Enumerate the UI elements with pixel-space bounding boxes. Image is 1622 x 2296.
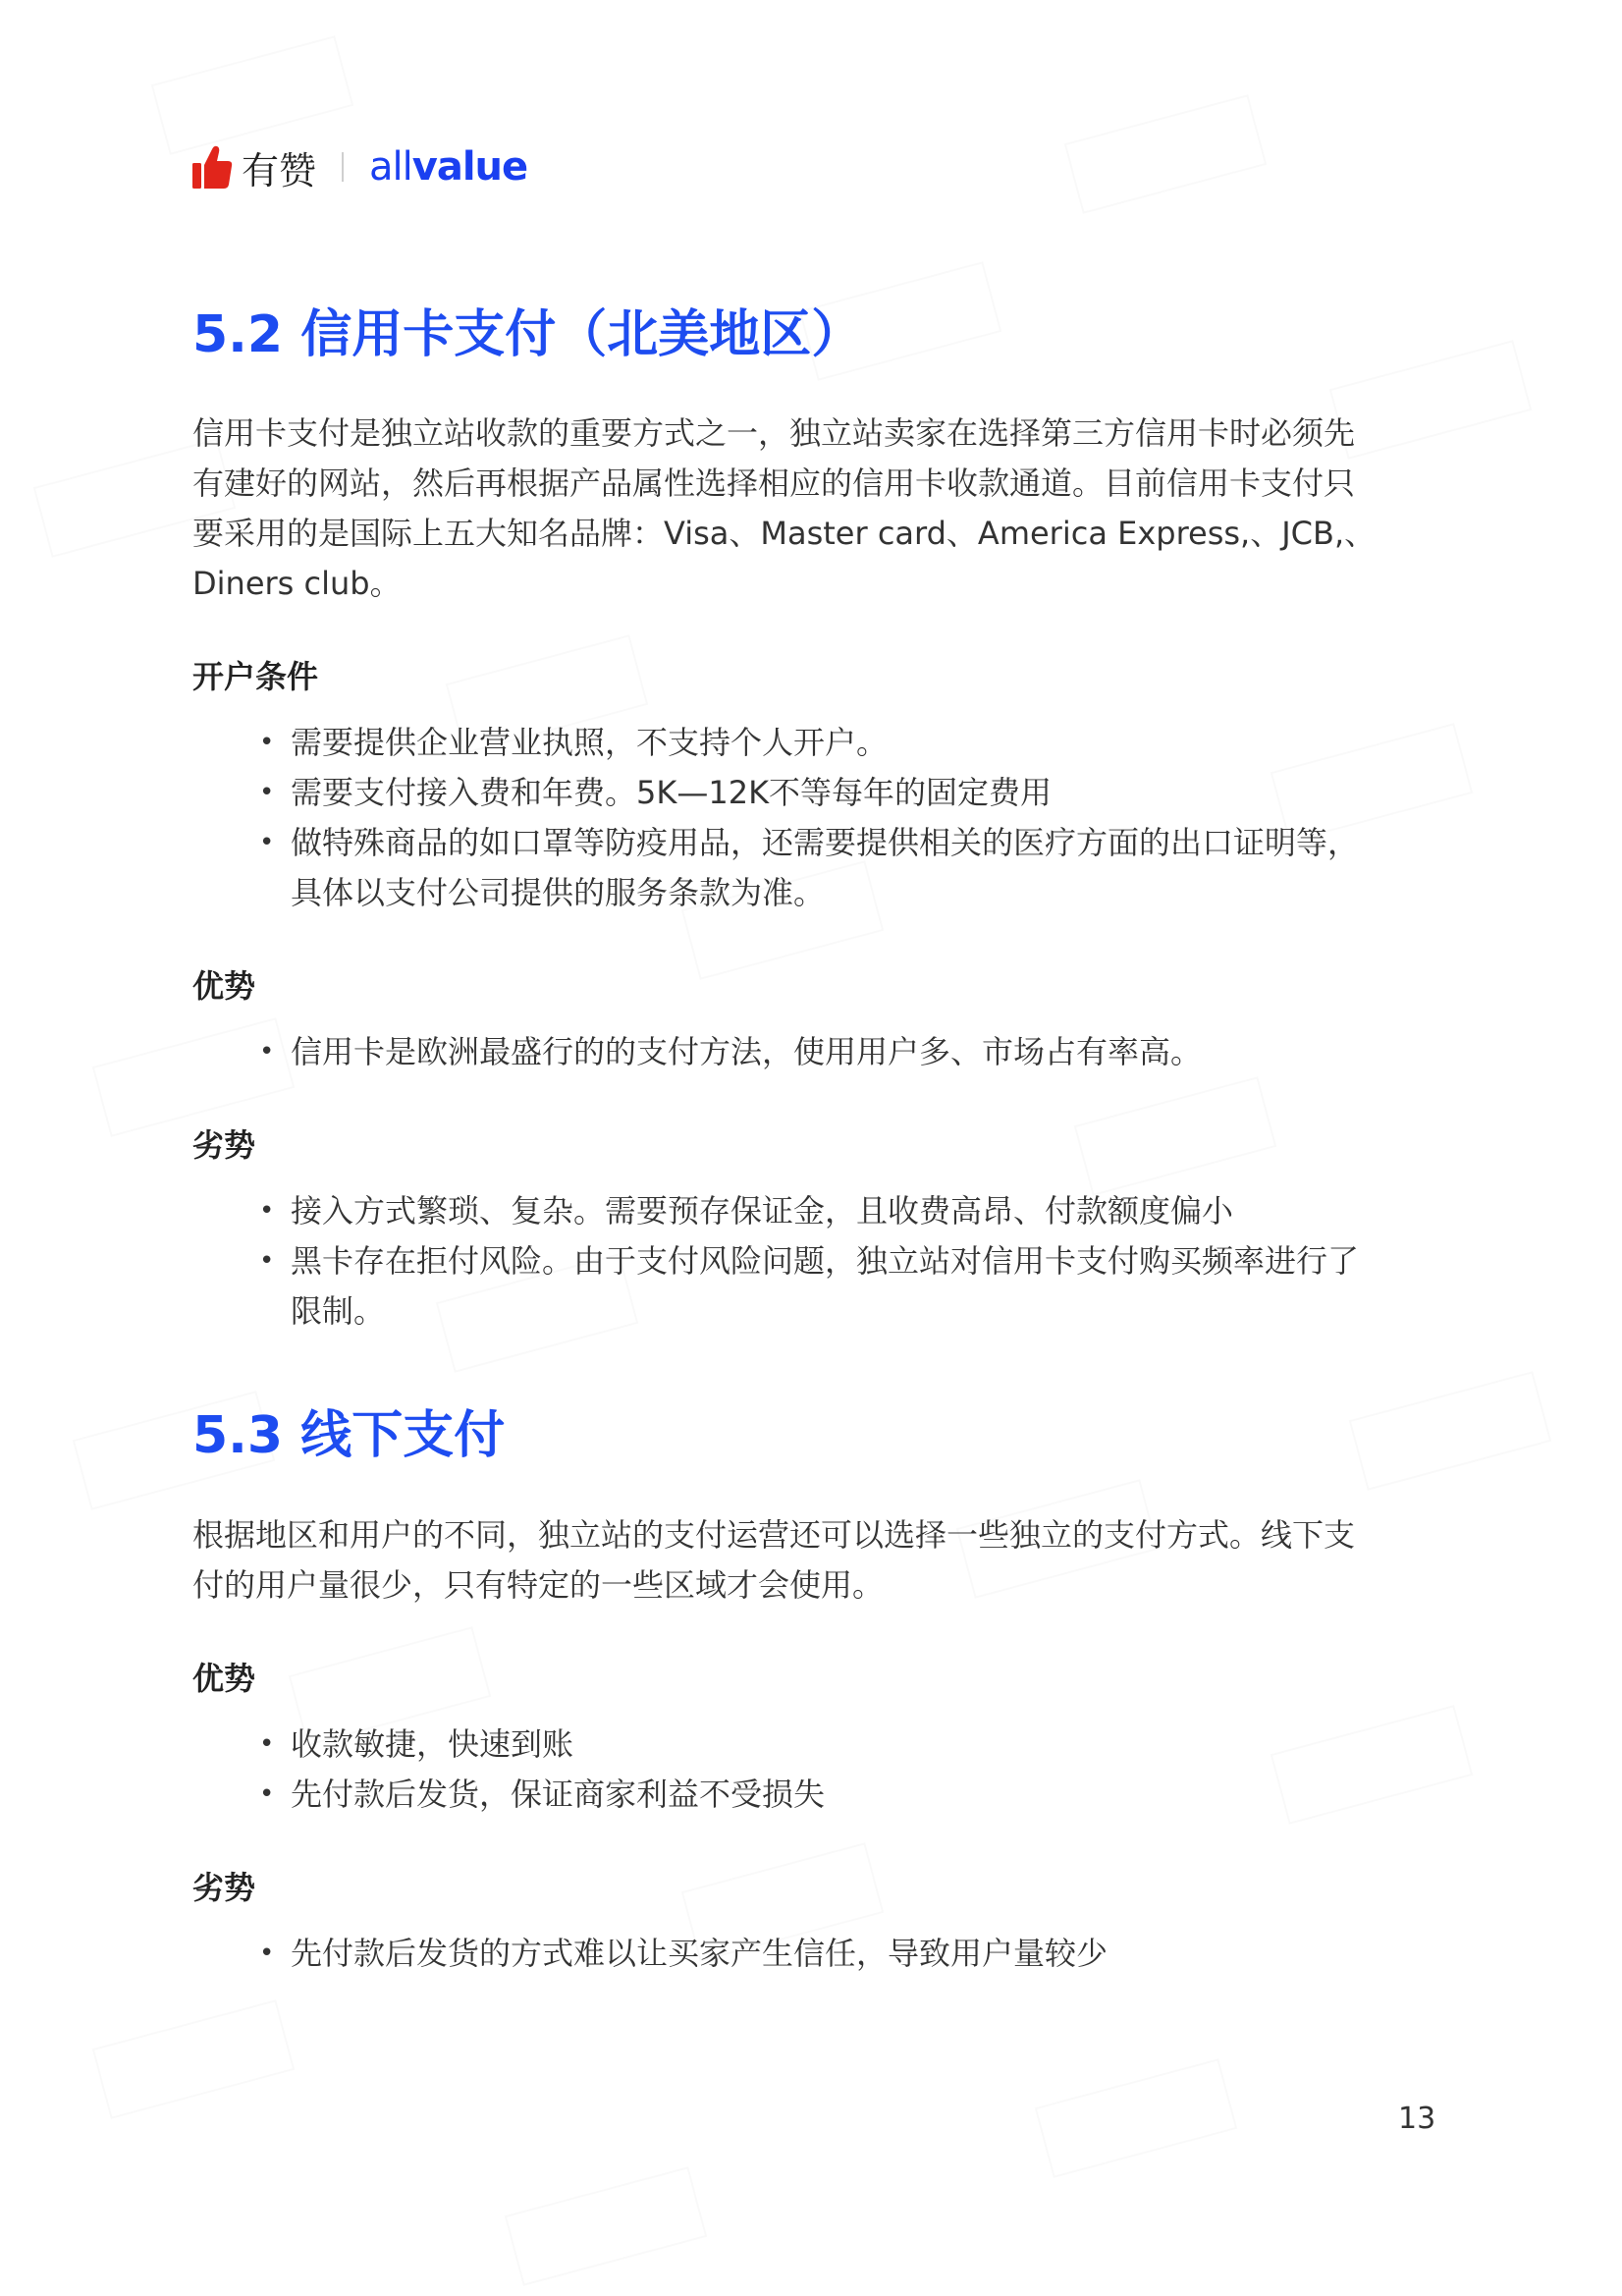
allvalue-logo-light: all bbox=[369, 144, 412, 190]
intro-line: 根据地区和用户的不同，独立站的支付运营还可以选择一些独立的支付方式。线下支 bbox=[192, 1515, 1356, 1554]
intro-line: 要采用的是国际上五大知名品牌：Visa、Master card、America Express,、JCB,、 bbox=[192, 515, 1377, 553]
section-5-3-intro bbox=[192, 1510, 1439, 1611]
disadvantages-list bbox=[192, 1929, 1439, 1979]
page-number: 13 bbox=[1398, 2102, 1436, 2136]
watermark bbox=[1035, 2058, 1238, 2178]
intro-line: 有建好的网站，然后再根据产品属性选择相应的信用卡收款通道。目前信用卡支付只 bbox=[192, 465, 1356, 503]
watermark bbox=[92, 1999, 296, 2119]
header-logos bbox=[190, 137, 527, 196]
allvalue-logo-bold: value bbox=[411, 144, 528, 190]
intro-line: Diners club。 bbox=[192, 565, 402, 603]
section-title-5-2: 5.2 信用卡支付（北美地区） bbox=[192, 305, 863, 364]
list-item: • 需要支付接入费和年费。5K—12K不等每年的固定费用 bbox=[291, 768, 1439, 818]
list-item-continuation: 限制。 bbox=[291, 1292, 386, 1331]
youzan-text: 有赞 bbox=[242, 148, 317, 192]
watermark bbox=[505, 2166, 708, 2286]
list-item: • 黑卡存在拒付风险。由于支付风险问题，独立站对信用卡支付购买频率进行了 bbox=[291, 1236, 1439, 1286]
conditions-heading: 开户条件 bbox=[192, 658, 319, 696]
intro-line: 信用卡支付是独立站收款的重要方式之一，独立站卖家在选择第三方信用卡时必须先 bbox=[192, 414, 1356, 453]
logo-divider bbox=[342, 152, 344, 182]
list-item: • 信用卡是欧洲最盛行的的支付方法，使用用户多、市场占有率高。 bbox=[291, 1027, 1439, 1077]
advantages-heading: 优势 bbox=[192, 1659, 256, 1697]
list-item: • 先付款后发货的方式难以让买家产生信任，导致用户量较少 bbox=[291, 1929, 1439, 1979]
list-item: • 先付款后发货，保证商家利益不受损失 bbox=[291, 1770, 1439, 1820]
list-item-continuation: 具体以支付公司提供的服务条款为准。 bbox=[291, 874, 826, 912]
allvalue-logo bbox=[369, 144, 527, 190]
thumbs-up-icon bbox=[190, 143, 234, 191]
section-title-5-3: 5.3 线下支付 bbox=[192, 1406, 506, 1466]
list-item: • 需要提供企业营业执照，不支持个人开户。 bbox=[291, 718, 1439, 768]
conditions-list bbox=[192, 718, 1439, 918]
disadvantages-heading: 劣势 bbox=[192, 1126, 256, 1165]
youzan-logo bbox=[190, 140, 316, 194]
list-item: • 收款敏捷，快速到账 bbox=[291, 1720, 1439, 1770]
list-item: • 接入方式繁琐、复杂。需要预存保证金，且收费高昂、付款额度偏小 bbox=[291, 1186, 1439, 1236]
watermark bbox=[1064, 94, 1268, 214]
page-content bbox=[192, 304, 1439, 1979]
disadvantages-heading: 劣势 bbox=[192, 1868, 256, 1906]
disadvantages-list bbox=[192, 1186, 1439, 1337]
section-5-2-intro bbox=[192, 409, 1439, 609]
advantages-list bbox=[192, 1027, 1439, 1077]
advantages-heading: 优势 bbox=[192, 967, 256, 1006]
intro-line: 付的用户量很少，只有特定的一些区域才会使用。 bbox=[192, 1565, 885, 1604]
list-item: • 做特殊商品的如口罩等防疫用品，还需要提供相关的医疗方面的出口证明等， bbox=[291, 818, 1439, 868]
advantages-list bbox=[192, 1720, 1439, 1820]
